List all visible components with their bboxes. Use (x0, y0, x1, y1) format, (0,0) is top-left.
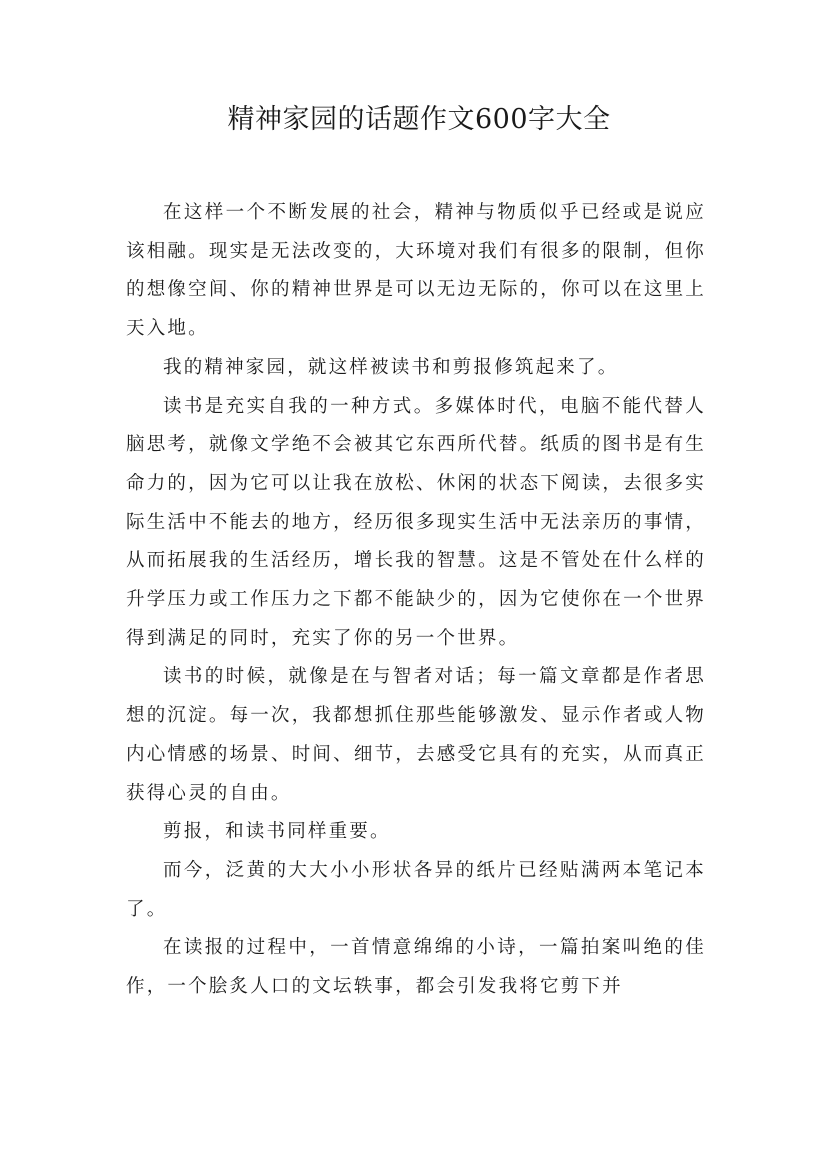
paragraph: 在读报的过程中，一首情意绵绵的小诗，一篇拍案叫绝的佳作，一个脍炙人口的文坛轶事，都会引发我将它剪下并 (126, 937, 706, 998)
paragraph: 读书的时候，就像是在与智者对话；每一篇文章都是作者思想的沉淀。每一次，我都想抓住那些能够激发、显示作者或人物内心情感的场景、时间、细节，去感受它具有的充实，从而真正获得心灵的自由。 (126, 666, 706, 804)
paragraph: 在这样一个不断发展的社会，精神与物质似乎已经或是说应该相融。现实是无法改变的，大环境对我们有很多的限制，但你的想像空间、你的精神世界是可以无边无际的，你可以在这里上天入地。 (126, 202, 706, 340)
document-page (126, 100, 706, 1007)
paragraph: 剪报，和读书同样重要。 (163, 821, 391, 843)
paragraph: 读书是充实自我的一种方式。多媒体时代，电脑不能代替人脑思考，就像文学绝不会被其它东西所代替。纸质的图书是有生命力的，因为它可以让我在放松、休闲的状态下阅读，去很多实际生活中不能去的地方，经历很多现实生活中无法亲历的事情，从而拓展我的生活经历，增长我的智慧。这是不管处在什么样的升学压力或工作压力之下都不能缺少的，因为它使你在一个世界得到满足的同时，充实了你的另一个世界。 (126, 395, 706, 649)
document-title: 精神家园的话题作文600字大全 (227, 104, 611, 135)
document-body (126, 194, 706, 1007)
paragraph: 而今，泛黄的大大小小形状各异的纸片已经贴满两本笔记本了。 (126, 859, 706, 920)
paragraph: 我的精神家园，就这样被读书和剪报修筑起来了。 (163, 356, 619, 378)
